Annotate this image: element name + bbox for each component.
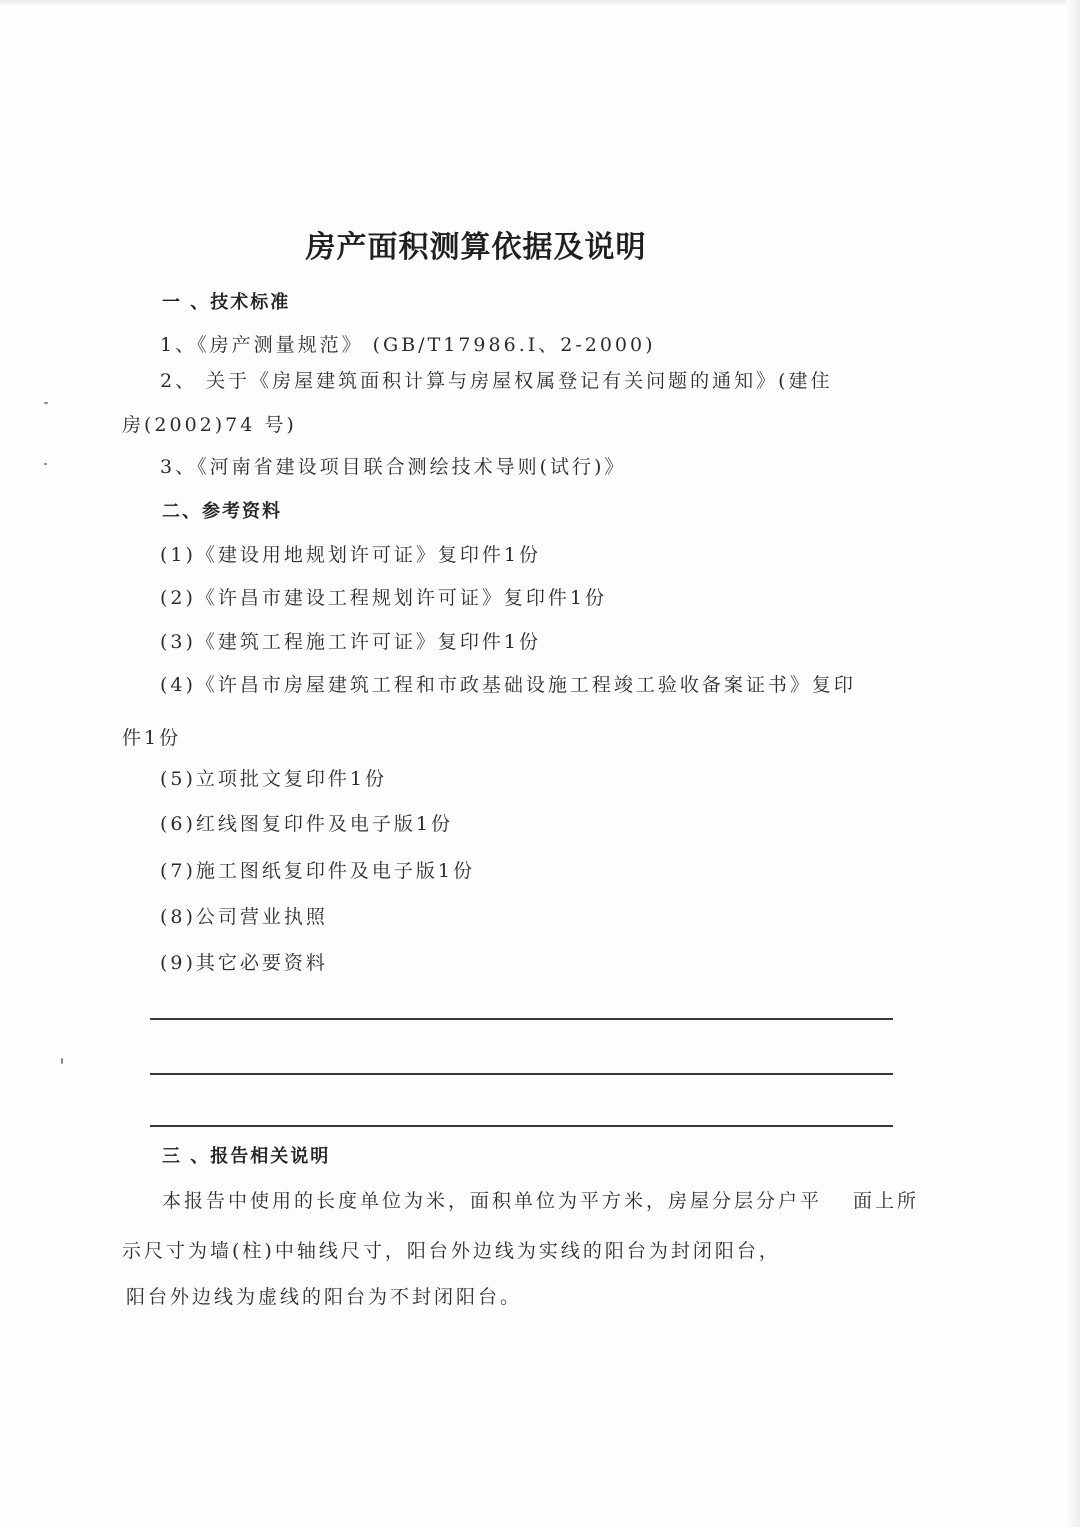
scan-speck — [61, 1058, 63, 1064]
horizontal-rule — [150, 1018, 893, 1020]
scan-speck — [44, 463, 47, 465]
reference-item-4-continued: 件1份 — [122, 727, 182, 749]
standard-item-2: 2、 关于《房屋建筑面积计算与房屋权属登记有关问题的通知》(建住 — [160, 370, 833, 392]
document-title: 房产面积测算依据及说明 — [305, 230, 647, 265]
section-heading-technical-standards: 一 、技术标准 — [162, 292, 291, 313]
report-note-line-2: 示尺寸为墙(柱)中轴线尺寸，阳台外边线为实线的阳台为封闭阳台， — [122, 1240, 781, 1262]
report-note-line-3: 阳台外边线为虚线的阳台为不封闭阳台。 — [126, 1286, 523, 1308]
standard-item-2-continued: 房(2002)74 号) — [122, 414, 297, 436]
standard-item-1: 1、《房产测量规范》 (GB/T17986.I、2-2000) — [160, 334, 656, 356]
reference-item-6: (6)红线图复印件及电子版1份 — [160, 813, 454, 835]
reference-item-3: (3)《建筑工程施工许可证》复印件1份 — [160, 631, 542, 653]
horizontal-rule — [150, 1073, 893, 1075]
reference-item-4: (4)《许昌市房屋建筑工程和市政基础设施工程竣工验收备案证书》复印 — [160, 674, 856, 696]
reference-item-7: (7)施工图纸复印件及电子版1份 — [160, 860, 476, 882]
reference-item-8: (8)公司营业执照 — [160, 906, 328, 928]
reference-item-5: (5)立项批文复印件1份 — [160, 768, 388, 790]
report-note-line-1: 本报告中使用的长度单位为米，面积单位为平方米，房屋分层分户平 面上所 — [162, 1190, 920, 1212]
section-heading-report-notes: 三 、报告相关说明 — [162, 1146, 331, 1167]
section-heading-reference-materials: 二、参考资料 — [162, 501, 282, 522]
standard-item-3: 3、《河南省建设项目联合测绘技术导则(试行)》 — [160, 456, 627, 478]
reference-item-1: (1)《建设用地规划许可证》复印件1份 — [160, 544, 542, 566]
horizontal-rule — [150, 1125, 893, 1127]
scan-edge-top — [0, 0, 1080, 6]
reference-item-9: (9)其它必要资料 — [160, 952, 328, 974]
reference-item-2: (2)《许昌市建设工程规划许可证》复印件1份 — [160, 587, 608, 609]
scan-speck — [44, 402, 48, 404]
scan-edge-right — [1066, 0, 1080, 1527]
